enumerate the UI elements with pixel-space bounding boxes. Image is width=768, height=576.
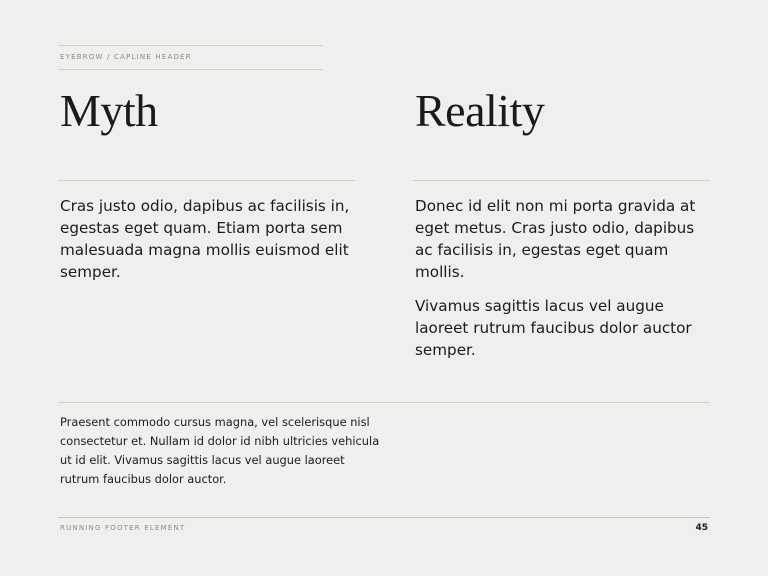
note-top-rule xyxy=(58,402,710,403)
myth-heading-rule xyxy=(58,180,355,181)
reality-body xyxy=(415,195,715,373)
reality-paragraph-1: Donec id elit non mi porta gravida at eget metus. Cras justo odio, dapibus ac facilisis in, egestas eget quam mollis. xyxy=(415,197,696,281)
running-footer: RUNNING FOOTER ELEMENT xyxy=(60,524,186,532)
myth-paragraph: Cras justo odio, dapibus ac facilisis in, egestas eget quam. Etiam porta sem malesuada magna mollis euismod elit semper. xyxy=(60,197,350,281)
myth-heading: Myth xyxy=(60,85,158,136)
eyebrow-header: EYEBROW / CAPLINE HEADER xyxy=(60,53,192,61)
page-number: 45 xyxy=(695,523,708,533)
reality-heading: Reality xyxy=(415,85,545,136)
eyebrow-top-rule xyxy=(58,45,323,46)
footer-rule xyxy=(58,517,710,518)
eyebrow-bottom-rule xyxy=(58,69,323,70)
note-text: Praesent commodo cursus magna, vel scelerisque nisl consectetur et. Nullam id dolor id nibh ultricies vehicula ut id elit. Vivamus sagittis lacus vel augue laoreet rutrum faucibus dolor auctor. xyxy=(60,415,380,486)
myth-body xyxy=(60,195,360,295)
reality-paragraph-2: Vivamus sagittis lacus vel augue laoreet rutrum faucibus dolor auctor semper. xyxy=(415,297,692,359)
reality-heading-rule xyxy=(413,180,710,181)
